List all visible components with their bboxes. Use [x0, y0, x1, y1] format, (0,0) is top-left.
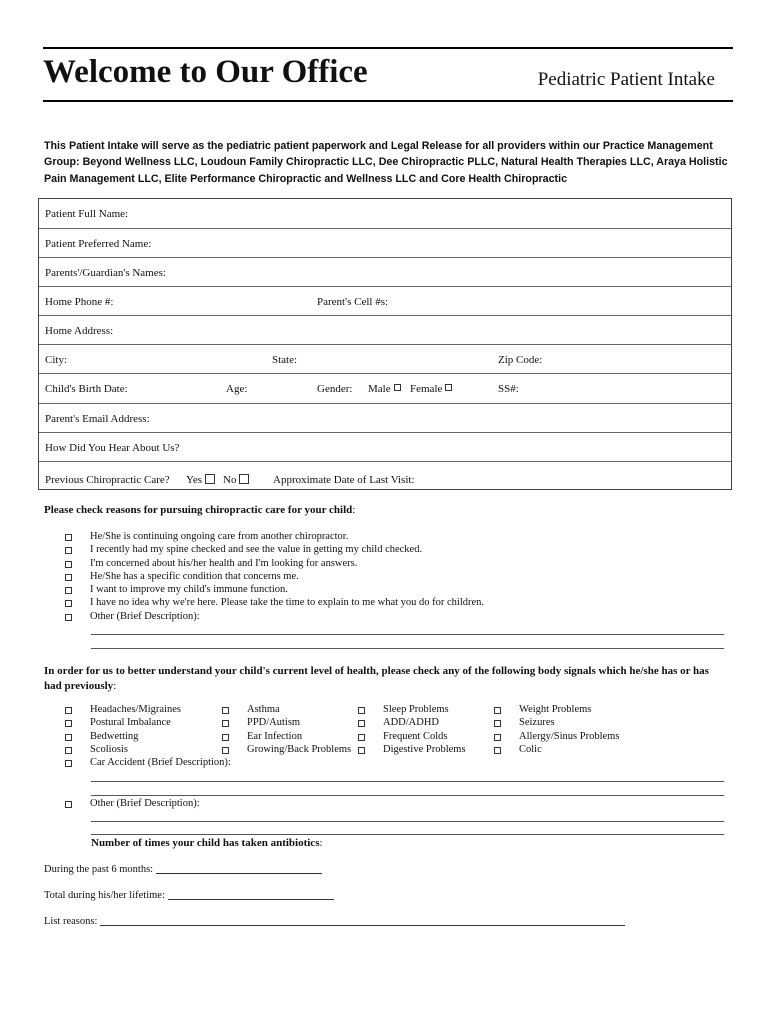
signal-text: Scoliosis — [90, 743, 128, 755]
lifetime-label: Total during his/her lifetime: — [44, 890, 165, 901]
city-label: City: — [45, 354, 68, 366]
reason-text: I have no idea why we're here. Please take the time to explain to me what you do for children. — [90, 597, 485, 609]
list-reasons-row[interactable] — [44, 916, 625, 927]
last-visit-label: Approximate Date of Last Visit: — [273, 474, 415, 486]
list-reasons-label: List reasons: — [44, 916, 98, 927]
signal-checkbox[interactable] — [65, 707, 72, 714]
signal-text: Allergy/Sinus Problems — [519, 730, 620, 742]
signal-other-line-1[interactable] — [91, 821, 724, 822]
row-home-address[interactable] — [39, 315, 731, 345]
signal-checkbox[interactable] — [494, 707, 501, 714]
reason-other-line-2[interactable] — [91, 648, 724, 649]
reason-text: I want to improve my child's immune function. — [90, 584, 288, 596]
gender-label: Gender: — [317, 383, 353, 395]
signal-other-checkbox[interactable] — [65, 801, 72, 808]
reasons-heading-text: Please check reasons for pursuing chiropractic care for your child — [44, 504, 353, 516]
signal-checkbox[interactable] — [494, 734, 501, 741]
yes-label: Yes — [186, 474, 203, 486]
reason-text: I'm concerned about his/her health and I'm looking for answers. — [90, 557, 358, 569]
hear-about-label: How Did You Hear About Us? — [45, 442, 180, 454]
signal-text: Weight Problems — [519, 704, 592, 715]
zip-label: Zip Code: — [498, 354, 543, 366]
signal-other-line-2[interactable] — [91, 834, 724, 835]
male-label: Male — [368, 383, 391, 395]
signal-checkbox[interactable] — [65, 747, 72, 754]
female-option[interactable] — [410, 383, 452, 395]
signal-checkbox[interactable] — [358, 747, 365, 754]
row-patient-full-name[interactable] — [39, 199, 731, 228]
signal-text: ADD/ADHD — [383, 717, 439, 729]
signal-text: Seizures — [519, 717, 555, 729]
signal-checkbox[interactable] — [65, 734, 72, 741]
signals-heading — [44, 664, 724, 694]
home-address-label: Home Address: — [45, 325, 114, 337]
antibiotics-heading-colon: : — [319, 837, 323, 849]
header — [43, 54, 733, 100]
signal-text: Frequent Colds — [383, 730, 448, 742]
reason-checkbox[interactable] — [65, 600, 72, 607]
row-birth-age-gender[interactable] — [39, 373, 731, 404]
signal-text: Asthma — [247, 704, 280, 715]
reason-other-line-1[interactable] — [91, 634, 724, 635]
past-6-months-line[interactable] — [156, 873, 322, 874]
state-label: State: — [272, 354, 298, 366]
signals-heading-text: In order for us to better understand your child's current level of health, please check any of the following body signals which he/she has or has had previously — [44, 665, 709, 692]
yes-checkbox[interactable] — [205, 474, 215, 484]
row-guardians[interactable] — [39, 257, 731, 287]
signal-text: Postural Imbalance — [90, 717, 171, 729]
reason-text: Other (Brief Description): — [90, 610, 200, 622]
reason-checkbox[interactable] — [65, 534, 72, 541]
patient-info-table — [38, 198, 732, 490]
signal-text: Growing/Back Problems — [247, 743, 352, 755]
row-patient-preferred-name[interactable] — [39, 228, 731, 258]
signal-checkbox[interactable] — [494, 747, 501, 754]
signals-heading-colon: : — [113, 680, 117, 692]
header-top-rule — [43, 47, 733, 49]
reason-text: He/She has a specific condition that concerns me. — [90, 570, 299, 582]
patient-full-name-label: Patient Full Name: — [45, 208, 129, 220]
car-accident-line-1[interactable] — [91, 781, 724, 782]
row-previous-care[interactable] — [39, 461, 731, 492]
page-subtitle: Pediatric Patient Intake — [537, 69, 715, 90]
signal-text: Bedwetting — [90, 730, 139, 742]
female-label: Female — [410, 383, 443, 395]
prev-care-yes-option[interactable] — [186, 474, 215, 486]
signal-text: Ear Infection — [247, 730, 303, 742]
reason-checkbox[interactable] — [65, 574, 72, 581]
signal-checkbox[interactable] — [65, 760, 72, 767]
reason-checkbox[interactable] — [65, 587, 72, 594]
list-reasons-line[interactable] — [100, 925, 625, 926]
age-label: Age: — [226, 383, 248, 395]
signal-text: Headaches/Migraines — [90, 704, 181, 715]
signal-text: PPD/Autism — [247, 717, 301, 729]
patient-preferred-name-label: Patient Preferred Name: — [45, 238, 152, 250]
ss-label: SS#: — [498, 383, 519, 395]
signal-text: Colic — [519, 743, 542, 755]
row-city-state-zip[interactable] — [39, 344, 731, 374]
page-title: Welcome to Our Office — [43, 54, 368, 90]
signal-checkbox[interactable] — [65, 720, 72, 727]
reason-checkbox[interactable] — [65, 547, 72, 554]
reasons-heading-colon: : — [352, 504, 356, 516]
antibiotics-heading-text: Number of times your child has taken antibiotics — [91, 837, 320, 849]
signal-text: Car Accident (Brief Description): — [90, 757, 231, 769]
signal-checkbox[interactable] — [222, 707, 229, 714]
lifetime-row[interactable] — [44, 890, 334, 901]
male-checkbox[interactable] — [394, 384, 401, 391]
signal-checkbox[interactable] — [222, 734, 229, 741]
parent-cell-label: Parent's Cell #s: — [317, 296, 389, 308]
header-bottom-rule — [43, 100, 733, 102]
no-checkbox[interactable] — [239, 474, 249, 484]
female-checkbox[interactable] — [445, 384, 452, 391]
reason-text: I recently had my spine checked and see the value in getting my child checked. — [90, 544, 423, 556]
signal-text: Sleep Problems — [383, 704, 449, 715]
reason-checkbox[interactable] — [65, 561, 72, 568]
antibiotics-heading — [91, 837, 323, 849]
email-label: Parent's Email Address: — [45, 413, 150, 425]
car-accident-line-2[interactable] — [91, 795, 724, 796]
birth-date-label: Child's Birth Date: — [45, 383, 128, 395]
signal-checkbox[interactable] — [494, 720, 501, 727]
signal-checkbox[interactable] — [222, 720, 229, 727]
signal-checkbox[interactable] — [222, 747, 229, 754]
reasons-heading — [44, 504, 355, 516]
home-phone-label: Home Phone #: — [45, 296, 114, 308]
reason-checkbox[interactable] — [65, 614, 72, 621]
row-phones[interactable] — [39, 286, 731, 316]
signal-text: Digestive Problems — [383, 743, 466, 755]
row-email[interactable] — [39, 403, 731, 433]
past-6-months-label: During the past 6 months: — [44, 864, 154, 875]
signal-checkbox[interactable] — [358, 734, 365, 741]
intro-paragraph: This Patient Intake will serve as the pediatric patient paperwork and Legal Release for all providers within our Practice Management Group: Beyond Wellness LLC, Loudoun Family Chiropractic LLC, Dee Chiropractic PLLC, Natural Health Therapies LLC, Araya Holistic Pain Management LLC, Elite Performance Chiropractic and Wellness LLC and Core Health Chiropractic — [44, 140, 728, 185]
signal-checkbox[interactable] — [358, 720, 365, 727]
prev-care-label: Previous Chiropractic Care? — [45, 474, 170, 486]
guardians-label: Parents'/Guardian's Names: — [45, 267, 166, 279]
prev-care-no-option[interactable] — [223, 474, 249, 486]
lifetime-line[interactable] — [168, 899, 334, 900]
signal-other-text: Other (Brief Description): — [90, 798, 200, 809]
reason-text: He/She is continuing ongoing care from another chiropractor. — [90, 531, 349, 542]
signal-checkbox[interactable] — [358, 707, 365, 714]
no-label: No — [223, 474, 237, 486]
male-option[interactable] — [368, 383, 401, 395]
row-hear-about[interactable] — [39, 432, 731, 462]
past-6-months-row[interactable] — [44, 864, 322, 875]
